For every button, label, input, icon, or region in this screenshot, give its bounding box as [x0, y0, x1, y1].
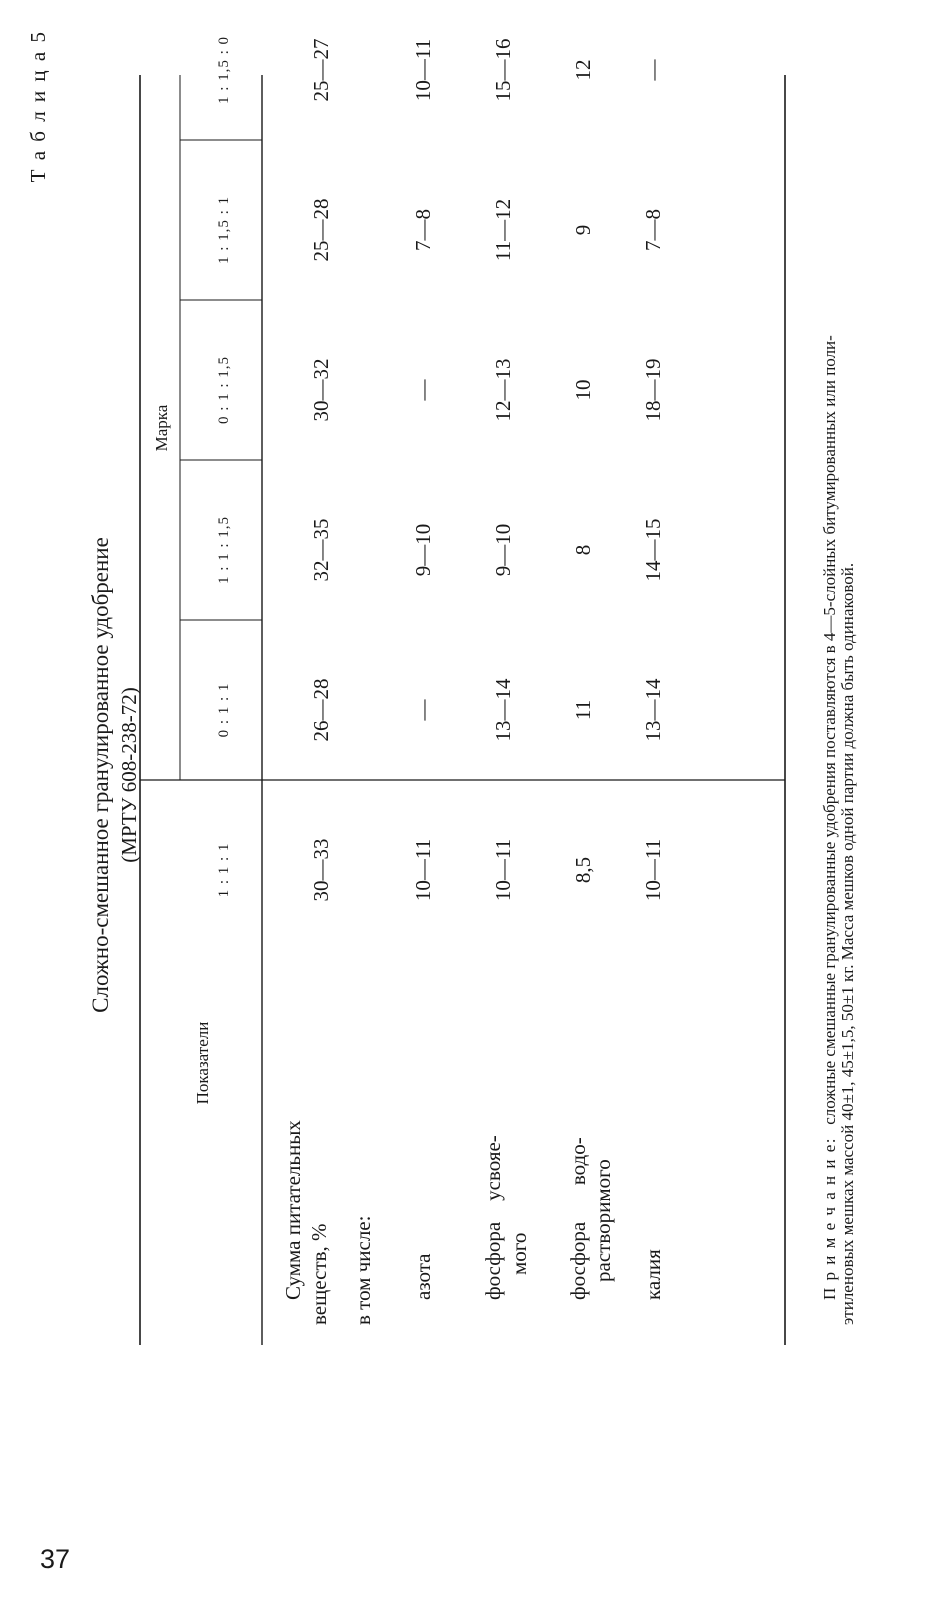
table-cell: 13—14: [491, 678, 515, 742]
table-subtitle: (МРТУ 608-238-72): [117, 687, 141, 863]
grade-header: 0 : 1 : 1,5: [216, 355, 232, 425]
table-title: Сложно-смешанное гранулированное удобрение: [88, 537, 113, 1013]
note-lead: П р и м е ч а н и е:: [820, 1137, 839, 1300]
table-cell: 8,5: [571, 856, 595, 884]
table-cell: 18—19: [641, 358, 665, 422]
table-cell: 10: [571, 379, 595, 401]
table-cell: 13—14: [641, 678, 665, 742]
row-label: в том числе:: [351, 1215, 375, 1325]
row-label: калия: [641, 1249, 665, 1300]
grade-header: 0 : 1 : 1: [216, 682, 232, 738]
grade-group-header: Марка: [152, 404, 171, 452]
table-cell: 30—32: [309, 358, 333, 422]
table-cell: 10—11: [411, 38, 435, 102]
grade-header: 1 : 1 : 1: [216, 842, 232, 898]
table-cell: 9—10: [411, 523, 435, 577]
grade-header: 1 : 1,5 : 0: [216, 35, 232, 105]
table-cell: 9—10: [491, 523, 515, 577]
table-cell: 8: [571, 544, 595, 556]
row-label: фосфора усвояе-: [481, 1135, 505, 1300]
table-cell: 10—11: [411, 838, 435, 902]
note-line-1: сложные смешанные гранулированные удобрения поставляются в 4—5-слойных битумированных или поли-: [820, 335, 839, 1125]
table-cell: 7—8: [411, 209, 435, 251]
indicators-header: Показатели: [193, 1021, 212, 1105]
table-cell: —: [411, 699, 435, 721]
row-label: Сумма питательных: [281, 1120, 305, 1300]
table-cell: 32—35: [309, 518, 333, 582]
page-number: 37: [40, 1544, 71, 1574]
table-label: Т а б л и ц а 5: [26, 30, 50, 183]
row-label: фосфора водо-: [566, 1137, 590, 1300]
row-label: веществ, %: [307, 1223, 331, 1325]
table-cell: 15—16: [491, 38, 515, 102]
table-cell: 25—28: [309, 198, 333, 262]
table-cell: 10—11: [641, 838, 665, 902]
table-cell: 26—28: [309, 678, 333, 742]
table-cell: 11: [571, 699, 595, 721]
table-cell: 11—12: [491, 198, 515, 262]
row-label: мого: [507, 1232, 531, 1275]
note-line-2: этиленовых мешках массой 40±1, 45±1,5, 50±1 кг. Масса мешков одной партии должна быть одинаковой.: [838, 562, 857, 1325]
table-note: [820, 335, 857, 1325]
table-cell: 14—15: [641, 518, 665, 582]
table-cell: 12—13: [491, 358, 515, 422]
table-cell: 12: [571, 59, 595, 81]
table-cell: 30—33: [309, 838, 333, 902]
svg-text:П р и м е ч а н и е: с: [820, 335, 839, 1300]
table-cell: —: [411, 379, 435, 401]
grade-header: 1 : 1,5 : 1: [216, 195, 232, 265]
table-cell: 10—11: [491, 838, 515, 902]
row-label: растворимого: [591, 1159, 615, 1282]
table-cell: 25—27: [309, 38, 333, 102]
table-cell: 7—8: [641, 209, 665, 251]
table-cell: 9: [571, 224, 595, 236]
rotated-content: [26, 0, 857, 1345]
grade-header: 1 : 1 : 1,5: [216, 515, 232, 585]
table-cell: —: [641, 59, 665, 81]
row-label: азота: [411, 1253, 435, 1300]
table: [140, 0, 785, 1345]
